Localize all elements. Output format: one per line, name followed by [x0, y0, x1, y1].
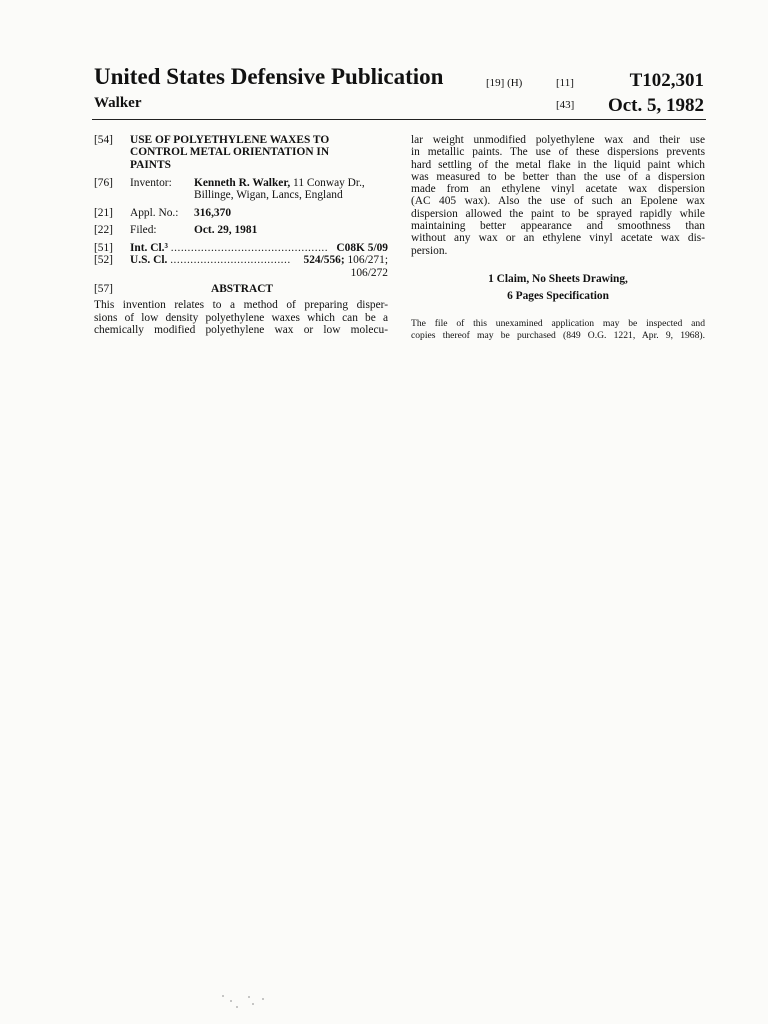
- abstract-line: sions of low density polyethylene waxes which can be a: [94, 311, 388, 324]
- inspection-notice: [411, 318, 705, 342]
- abstract-text-right: [411, 134, 705, 257]
- abstract-line: without any wax or an ethylene vinyl acetate wax dis-: [411, 232, 705, 245]
- field-label: Inventor:: [130, 176, 172, 189]
- field-code: [54]: [94, 134, 113, 146]
- filed-value: Oct. 29, 1981: [194, 223, 258, 236]
- abstract-line: hard settling of the metal flake in the liquid paint which: [411, 158, 705, 171]
- claims-count: 1 Claim, No Sheets Drawing,: [488, 272, 628, 285]
- us-cl-value: 106/271;: [344, 254, 388, 267]
- field-int-cl: [94, 242, 388, 254]
- field-title: [94, 134, 388, 171]
- field-code: [21]: [94, 207, 113, 220]
- inventor-value: [194, 177, 365, 202]
- us-cl-value: 524/556;: [303, 254, 345, 267]
- abstract-line: lar weight unmodified polyethylene wax and their use: [411, 134, 705, 146]
- abstract-line: was measured to be better than the use of a dispersion: [411, 170, 705, 183]
- field-code: [52]: [94, 254, 113, 267]
- invention-title: [130, 134, 329, 171]
- publication-title: United States Defensive Publication: [94, 64, 444, 89]
- pages-count: 6 Pages Specification: [507, 289, 609, 302]
- field-inventor: [94, 177, 388, 202]
- code-19: [19] (H): [486, 77, 523, 89]
- field-label: Appl. No.:: [130, 207, 179, 220]
- field-code: [22]: [94, 223, 113, 236]
- field-code: [51]: [94, 242, 113, 255]
- abstract-line: (AC 405 wax). Also the use of such an Epolene wax: [411, 195, 705, 208]
- abstract-text-left: [94, 299, 388, 336]
- left-column: [94, 134, 388, 336]
- inventor-name: Kenneth R. Walker,: [194, 176, 291, 189]
- appl-no-value: 316,370: [194, 207, 232, 220]
- abstract-line: persion.: [411, 244, 448, 257]
- field-label: Filed:: [130, 223, 157, 236]
- int-cl-value: C08K 5/09: [336, 242, 388, 255]
- inventor-address: Billinge, Wigan, Lancs, England: [194, 189, 343, 202]
- title-line: USE OF POLYETHYLENE WAXES TO: [130, 134, 330, 146]
- inventor-address: 11 Conway Dr.,: [290, 176, 365, 189]
- abstract-line: maintaining better appearance and smoothness than: [411, 220, 705, 233]
- header-rule: [92, 119, 706, 120]
- claims-summary: [411, 271, 705, 305]
- abstract-line: in metallic paints. The use of these dispersions prevents: [411, 146, 705, 159]
- publication-date: Oct. 5, 1982: [607, 95, 704, 116]
- abstract-heading: ABSTRACT: [210, 282, 274, 295]
- title-line: PAINTS: [130, 158, 171, 171]
- notice-line: The file of this unexamined application may be inspected and: [411, 317, 705, 329]
- author: Walker: [94, 95, 142, 111]
- field-code: [57]: [94, 282, 113, 295]
- abstract-line: This invention relates to a method of preparing disper-: [94, 299, 388, 312]
- field-abstract-header: [94, 283, 388, 295]
- notice-line: copies thereof may be purchased (849 O.G. 1221, Apr. 9, 1968).: [411, 329, 705, 341]
- field-code: [76]: [94, 176, 113, 189]
- abstract-line: dispersion allowed the paint to be sprayed rapidly while: [411, 207, 705, 220]
- leader-dots: ...............................................: [170, 242, 329, 255]
- abstract-line: made from an ethylene vinyl acetate wax dispersion: [411, 183, 705, 196]
- field-appl-no: [94, 207, 388, 219]
- leader-dots: ....................................: [170, 254, 291, 267]
- code-11: [11]: [556, 77, 574, 89]
- right-column: [411, 134, 705, 342]
- document-number: T102,301: [629, 70, 704, 91]
- field-filed: [94, 224, 388, 236]
- code-43: [43]: [556, 99, 575, 111]
- abstract-line: chemically modified polyethylene wax or low molecu-: [94, 323, 388, 336]
- field-label: Int. Cl.³: [130, 242, 168, 255]
- field-label: U.S. Cl.: [130, 254, 168, 267]
- us-cl-value: 106/272: [350, 266, 388, 279]
- title-line: CONTROL METAL ORIENTATION IN: [130, 146, 330, 159]
- field-us-cl: [94, 254, 388, 279]
